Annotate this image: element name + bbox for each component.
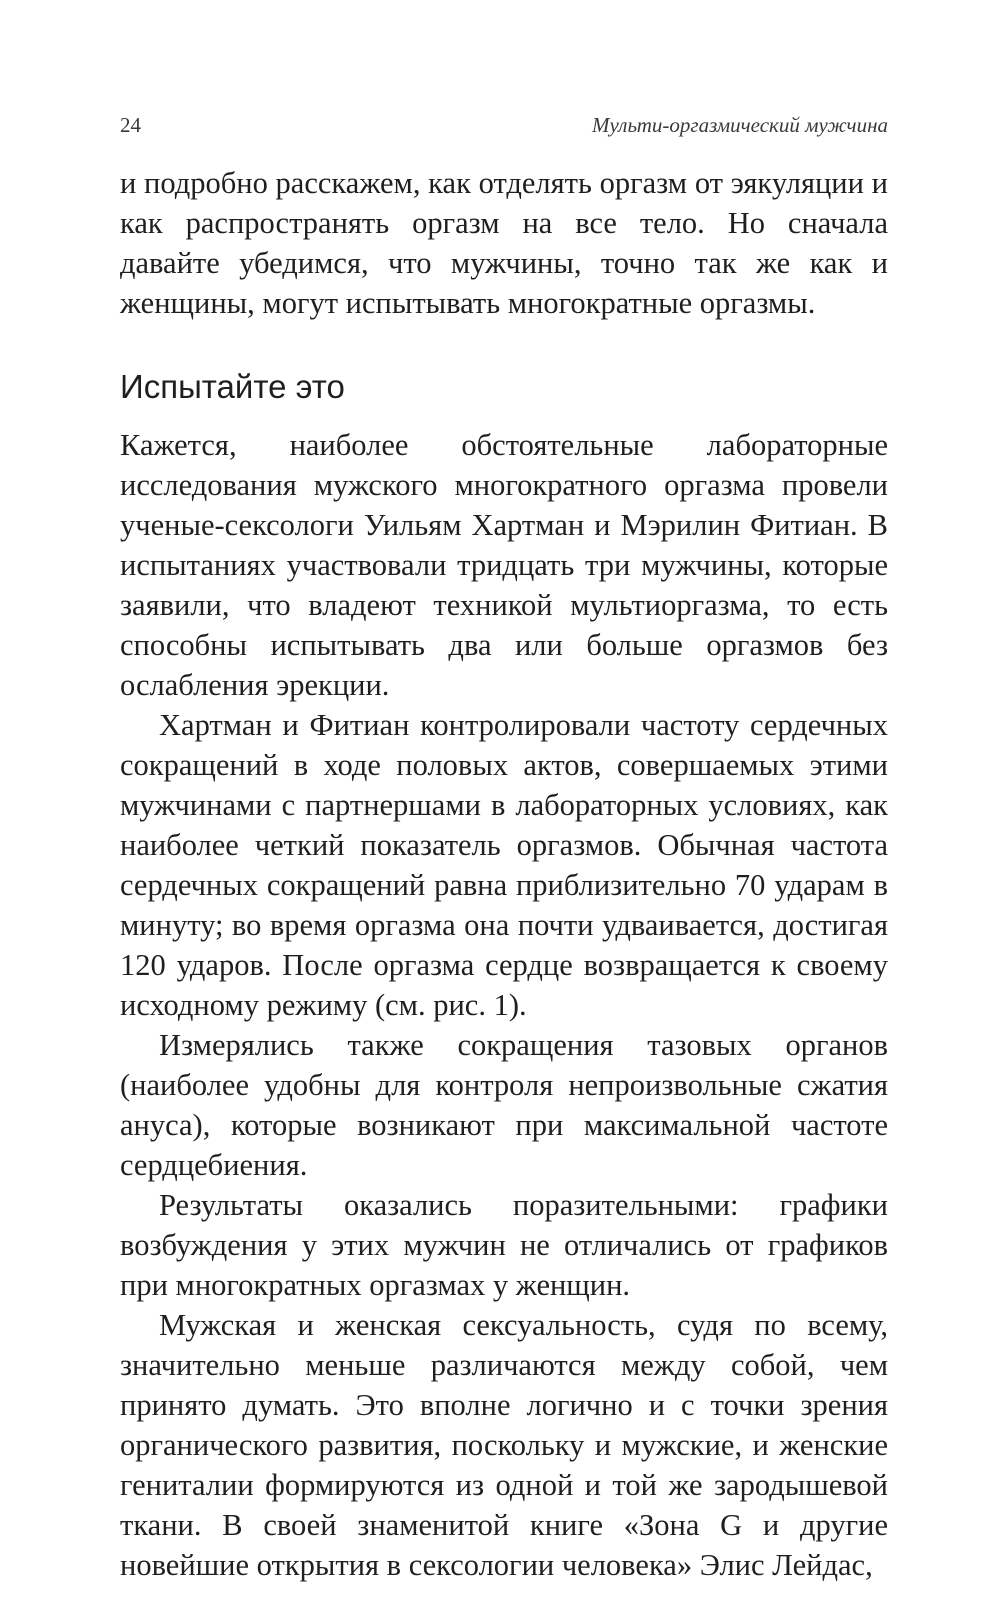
paragraph: Измерялись также сокращения тазовых органов (наиболее удобны для контроля непроизвольные сжатия ануса), которые возникают при максимальной частоте сердцебиения.: [120, 1028, 888, 1182]
paragraph: Результаты оказались поразительными: графики возбуждения у этих мужчин не отличались от графиков при многократных оргазмах у женщин.: [120, 1188, 888, 1302]
running-title: Мульти-оргазмический мужчина: [592, 113, 888, 137]
paragraph: Кажется, наиболее обстоятельные лабораторные исследования мужского многократного оргазма провели ученые-сексологи Уильям Хартман и Мэрилин Фитиан. В испытаниях участвовали тридцать три мужчины, которые заявили, что владеют техникой мультиоргазма, то есть способны испытывать два или больше оргазмов без ослабления эрекции.: [120, 428, 888, 702]
body-text: [120, 163, 888, 1585]
running-header: [120, 113, 888, 141]
page-number: 24: [120, 113, 141, 137]
section-heading: Испытайте это: [120, 368, 345, 405]
intro-paragraph: и подробно расскажем, как отделять оргазм от эякуляции и как распространять оргазм на все тело. Но сначала давайте убедимся, что мужчины, точно так же как и женщины, могут испытывать многократные оргазмы.: [120, 166, 888, 320]
paragraph: Хартман и Фитиан контролировали частоту сердечных сокращений в ходе половых актов, совершаемых этими мужчинами с партнершами в лабораторных условиях, как наиболее четкий показатель оргазмов. Обычная частота сердечных сокращений равна приблизительно 70 ударам в минуту; во время оргазма она почти удваивается, достигая 120 ударов. После оргазма сердце возвращается к своему исходному режиму (см. рис. 1).: [120, 708, 888, 1022]
paragraph: Мужская и женская сексуальность, судя по всему, значительно меньше различаются между собой, чем принято думать. Это вполне логично и с точки зрения органического развития, поскольку и мужские, и женские гениталии формируются из одной и той же зародышевой ткани. В своей знаменитой книге «Зона G и другие новейшие открытия в сексологии человека» Элис Лейдас,: [120, 1308, 888, 1582]
book-page: [120, 0, 888, 1600]
